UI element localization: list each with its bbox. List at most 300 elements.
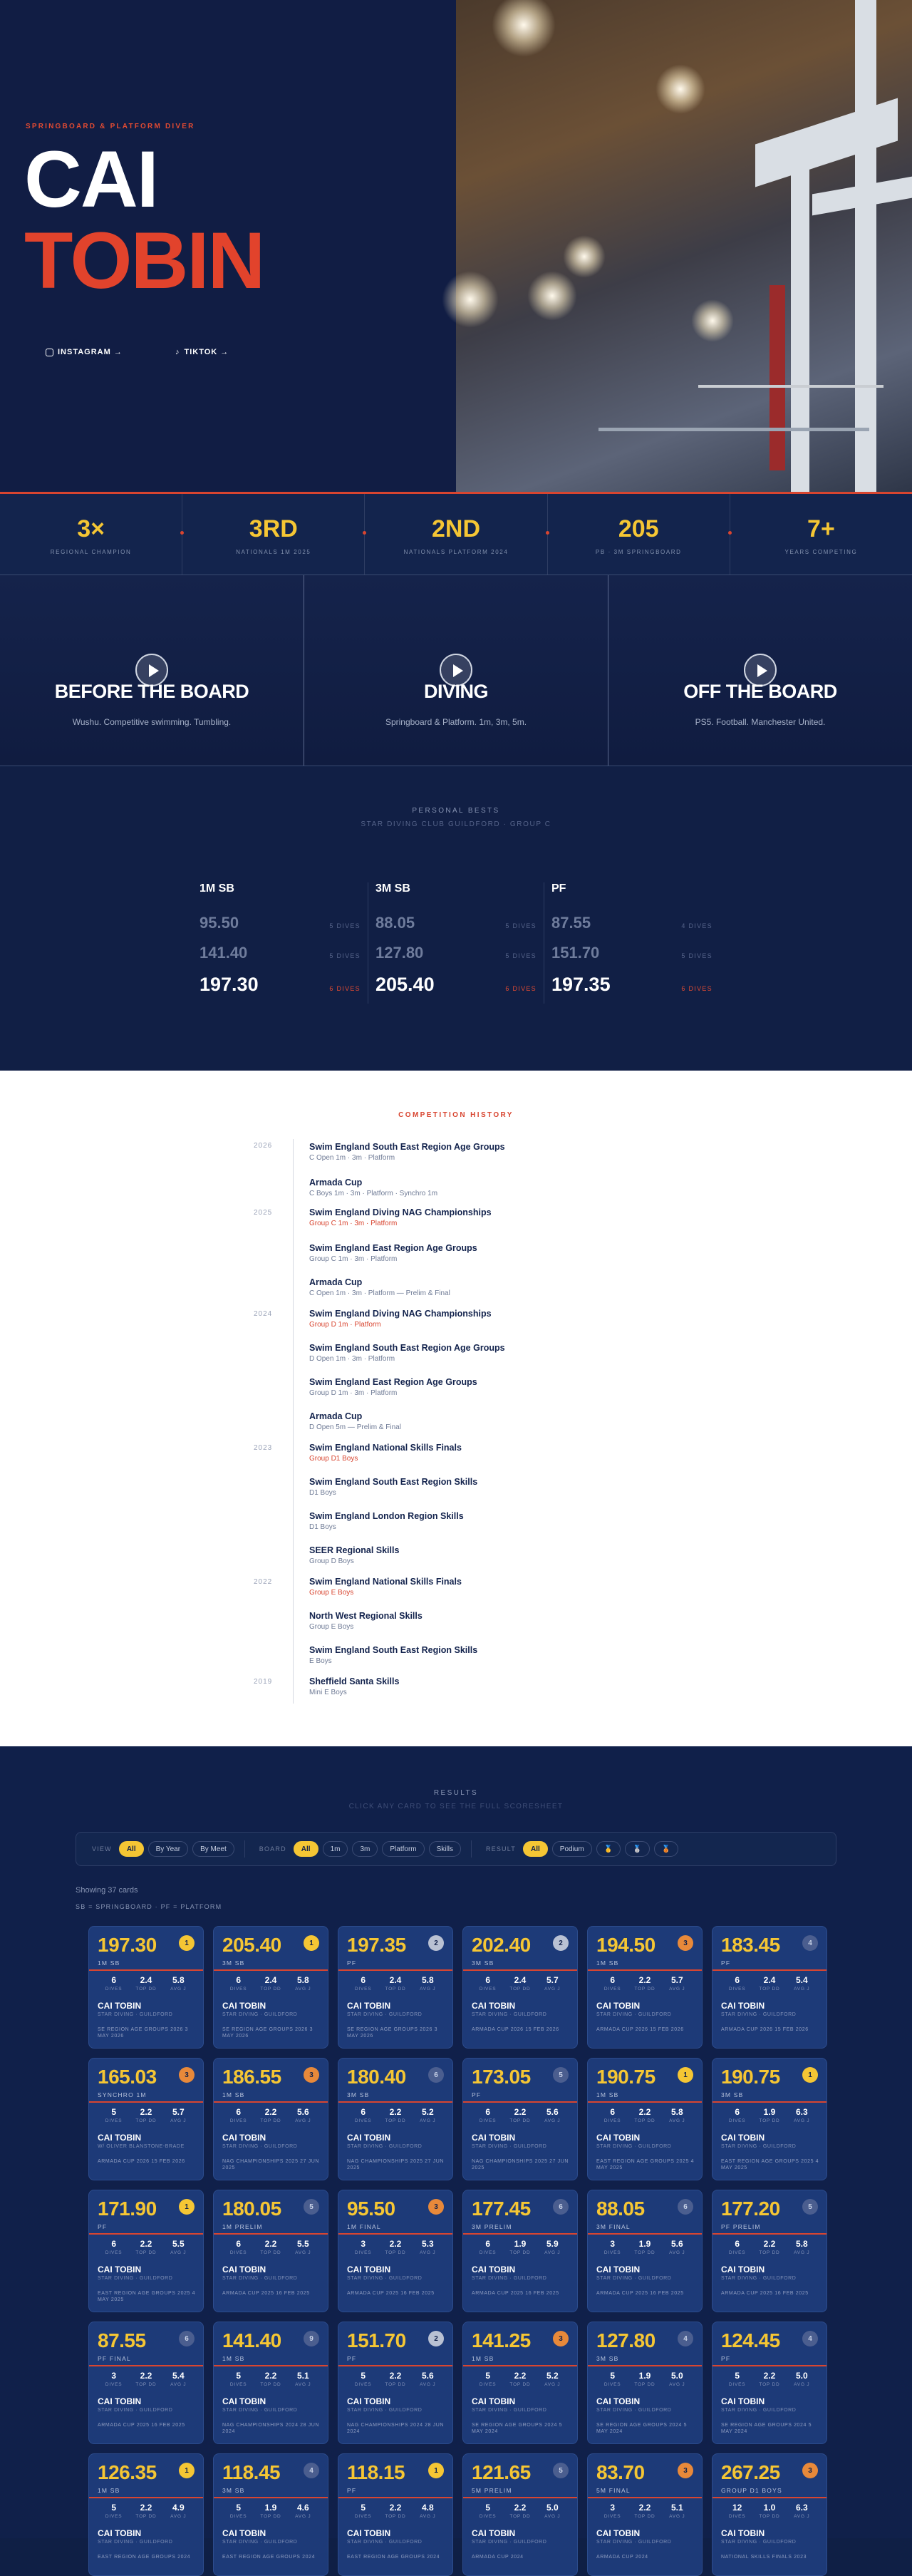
card-stats: 6 DIVES 2.2 TOP DD 5.2 AVG J (347, 2107, 444, 2123)
competition-name: Swim England East Region Age Groups (309, 1377, 477, 1387)
card-dives: 5 (236, 2371, 241, 2381)
card-event: 1M PRELIM (222, 2223, 263, 2230)
competition-name: Armada Cup (309, 1411, 363, 1421)
filter-view-by-meet[interactable]: By Meet (192, 1841, 234, 1857)
card-top-dd: 2.2 (514, 2371, 527, 2381)
card-event: 1M SB (222, 2091, 245, 2098)
card-avg: 6.3 (795, 2107, 808, 2117)
result-card[interactable] (88, 2058, 204, 2180)
card-club: STAR DIVING · GUILDFORD (472, 2012, 547, 2017)
personal-bests-section (0, 767, 912, 1071)
placing-badge: 1 (678, 2067, 693, 2083)
card-club: STAR DIVING · GUILDFORD (596, 2540, 672, 2545)
result-card[interactable] (213, 2190, 328, 2312)
placing-badge: 5 (304, 2199, 319, 2215)
placing-badge: 4 (678, 2331, 693, 2346)
card-stats: 5 DIVES 2.2 TOP DD 5.6 AVG J (347, 2371, 444, 2387)
filter-result-gold[interactable]: 🥇 (596, 1841, 621, 1857)
filter-result-all[interactable]: All (523, 1841, 548, 1857)
pb-dives: 6 DIVES (329, 985, 361, 992)
card-dives: 6 (735, 2107, 740, 2117)
competition-name: Armada Cup (309, 1277, 363, 1287)
result-card[interactable] (88, 2322, 204, 2444)
pb-score: 151.70 (551, 944, 600, 962)
results-grid (88, 1926, 829, 2576)
competition-detail: D Open 1m · 3m · Platform (309, 1355, 395, 1363)
card-meet: SE REGION AGE GROUPS 2026 3 MAY 2026 (222, 2027, 314, 2039)
card-stats: 5 DIVES 2.2 TOP DD 4.8 AVG J (347, 2503, 444, 2519)
competition-name: Swim England South East Region Age Groups (309, 1142, 505, 1152)
result-card[interactable] (338, 2058, 453, 2180)
card-avg: 5.7 (670, 1975, 683, 1985)
card-dives: 5 (361, 2503, 366, 2513)
stat-label: REGIONAL CHAMPION (50, 549, 132, 555)
card-dives: 6 (236, 2239, 241, 2249)
card-stats: 5 DIVES 1.9 TOP DD 4.6 AVG J (222, 2503, 319, 2519)
card-event: PF (347, 2355, 357, 2362)
competition-detail: C Open 1m · 3m · Platform — Prelim & Final (309, 1289, 450, 1297)
placing-badge: 3 (678, 2463, 693, 2478)
card-score: 197.30 (98, 1934, 157, 1956)
card-score: 118.15 (347, 2461, 405, 2483)
video-title: BEFORE THE BOARD (54, 681, 249, 702)
competition-detail: Group D 1m · Platform (309, 1321, 381, 1329)
tiktok-link[interactable] (175, 348, 229, 356)
stat-value: 7+ (807, 515, 835, 542)
card-event: PF (98, 2223, 108, 2230)
filter-board-3m[interactable]: 3m (352, 1841, 378, 1857)
results-subheading: CLICK ANY CARD TO SEE THE FULL SCORESHEET (348, 1803, 564, 1810)
card-avg: 5.6 (670, 2239, 683, 2249)
competition-name: Sheffield Santa Skills (309, 1676, 400, 1686)
video-card-before[interactable] (0, 575, 304, 766)
pb-score: 197.30 (200, 974, 259, 995)
card-athlete-name: CAI TOBIN (98, 2001, 142, 2011)
card-athlete-name: CAI TOBIN (98, 2265, 142, 2274)
placing-badge: 6 (678, 2199, 693, 2215)
card-dives: 5 (361, 2371, 366, 2381)
card-event: PF (721, 1959, 731, 1967)
card-stats: 12 DIVES 1.0 TOP DD 6.3 AVG J (721, 2503, 818, 2519)
card-top-dd: 2.2 (264, 2239, 277, 2249)
card-score: 180.40 (347, 2066, 406, 2088)
competition-item (309, 1377, 477, 1397)
competition-detail: C Open 1m · 3m · Platform (309, 1154, 395, 1162)
result-card[interactable] (587, 2322, 703, 2444)
card-stats: 6 DIVES 2.2 TOP DD 5.8 AVG J (596, 2107, 693, 2123)
card-event: 3M SB (721, 2091, 744, 2098)
card-avg: 5.3 (421, 2239, 434, 2249)
card-event: PF (347, 2487, 357, 2494)
card-top-dd: 2.2 (264, 2371, 277, 2381)
card-athlete-name: CAI TOBIN (596, 2396, 641, 2406)
card-event: PF (721, 2355, 731, 2362)
card-athlete-name: CAI TOBIN (721, 2001, 765, 2011)
card-event: 5M PRELIM (472, 2487, 512, 2494)
result-card[interactable] (462, 2058, 578, 2180)
video-subtitle: Wushu. Competitive swimming. Tumbling. (72, 717, 232, 727)
pb-event: PF (551, 882, 566, 895)
competition-item (309, 1277, 450, 1297)
card-event: 1M SB (98, 1959, 120, 1967)
card-dives: 6 (236, 1975, 241, 1985)
card-meet: SE REGION AGE GROUPS 2026 3 MAY 2026 (347, 2027, 438, 2039)
pb-score: 87.55 (551, 914, 591, 932)
competition-item (309, 1443, 462, 1463)
video-subtitle: PS5. Football. Manchester United. (695, 717, 826, 727)
card-stats: 5 DIVES 2.2 TOP DD 4.9 AVG J (98, 2503, 195, 2519)
card-avg: 6.3 (795, 2503, 808, 2513)
placing-badge: 5 (553, 2463, 569, 2478)
card-score: 177.20 (721, 2198, 780, 2220)
card-athlete-name: CAI TOBIN (721, 2133, 765, 2143)
card-score: 171.90 (98, 2198, 157, 2220)
card-top-dd: 2.2 (638, 1975, 651, 1985)
stat-label: NATIONALS 1M 2025 (236, 549, 311, 555)
card-dives: 5 (735, 2371, 740, 2381)
card-dives: 5 (485, 2371, 490, 2381)
card-top-dd: 2.2 (389, 2503, 402, 2513)
card-dives: 3 (610, 2239, 615, 2249)
card-avg: 5.2 (546, 2371, 559, 2381)
placing-badge: 6 (553, 2199, 569, 2215)
competition-detail: Group D Boys (309, 1557, 354, 1565)
card-club: W/ OLIVER BLANSTONE-BRADE (98, 2144, 185, 2149)
timeline-year: 2022 (254, 1578, 273, 1586)
stat-item (0, 494, 182, 575)
card-athlete-name: CAI TOBIN (347, 2265, 391, 2274)
card-score: 177.45 (472, 2198, 531, 2220)
card-dives: 3 (361, 2239, 366, 2249)
card-stats: 6 DIVES 2.2 TOP DD 5.6 AVG J (472, 2107, 569, 2123)
filter-board-all[interactable]: All (294, 1841, 318, 1857)
card-athlete-name: CAI TOBIN (472, 2265, 516, 2274)
timeline-year: 2025 (254, 1209, 273, 1217)
card-club: STAR DIVING · GUILDFORD (222, 2540, 298, 2545)
card-dives: 5 (111, 2503, 116, 2513)
competition-name: North West Regional Skills (309, 1611, 423, 1621)
result-card[interactable] (462, 2322, 578, 2444)
video-title: OFF THE BOARD (683, 681, 837, 702)
pb-row (200, 944, 361, 974)
card-athlete-name: CAI TOBIN (98, 2133, 142, 2143)
result-card[interactable] (213, 2322, 328, 2444)
card-club: STAR DIVING · GUILDFORD (596, 2276, 672, 2281)
card-athlete-name: CAI TOBIN (98, 2528, 142, 2538)
card-athlete-name: CAI TOBIN (98, 2396, 142, 2406)
pb-columns (192, 882, 720, 1004)
card-avg: 5.4 (172, 2371, 185, 2381)
pb-row (200, 974, 361, 1004)
card-top-dd: 2.2 (140, 2239, 152, 2249)
card-event: PF (472, 2091, 482, 2098)
pb-event: 3M SB (375, 882, 410, 895)
result-card[interactable] (213, 2453, 328, 2576)
filter-board-label: BOARD (259, 1845, 286, 1853)
card-score: 183.45 (721, 1934, 780, 1956)
card-score: 267.25 (721, 2461, 780, 2483)
result-card[interactable] (88, 1926, 204, 2049)
card-event: 3M FINAL (596, 2223, 631, 2230)
placing-badge: 5 (553, 2067, 569, 2083)
competition-item (309, 1511, 464, 1531)
card-avg: 5.2 (421, 2107, 434, 2117)
card-athlete-name: CAI TOBIN (222, 2133, 266, 2143)
competition-detail: Mini E Boys (309, 1689, 347, 1696)
card-stats: 3 DIVES 2.2 TOP DD 5.4 AVG J (98, 2371, 195, 2387)
card-meet: NAG CHAMPIONSHIPS 2024 28 JUN 2024 (347, 2423, 445, 2434)
card-stats: 6 DIVES 2.2 TOP DD 5.8 AVG J (721, 2239, 818, 2255)
card-avg: 5.8 (795, 2239, 808, 2249)
filter-result-podium[interactable]: Podium (552, 1841, 592, 1857)
pb-dives: 6 DIVES (681, 985, 712, 992)
card-dives: 6 (485, 1975, 490, 1985)
result-card[interactable] (338, 2453, 453, 2576)
card-score: 83.70 (596, 2461, 645, 2483)
card-athlete-name: CAI TOBIN (222, 2528, 266, 2538)
card-event: 1M SB (98, 2487, 120, 2494)
pb-dives: 5 DIVES (505, 922, 537, 929)
card-score: 88.05 (596, 2198, 645, 2220)
card-meet: ARMADA CUP 2024 (472, 2555, 524, 2560)
placing-badge: 2 (553, 1935, 569, 1951)
card-meet: ARMADA CUP 2025 16 FEB 2025 (98, 2423, 185, 2428)
placing-badge: 5 (802, 2199, 818, 2215)
card-score: 194.50 (596, 1934, 656, 1956)
card-event: 3M SB (222, 1959, 245, 1967)
pb-score: 141.40 (200, 944, 248, 962)
timeline-year: 2026 (254, 1142, 273, 1150)
placing-badge: 2 (428, 2331, 444, 2346)
card-avg: 5.9 (546, 2239, 559, 2249)
card-event: 3M SB (472, 1959, 494, 1967)
result-card[interactable] (88, 2453, 204, 2576)
result-card[interactable] (462, 2453, 578, 2576)
result-card[interactable] (338, 1926, 453, 2049)
competition-item (309, 1676, 399, 1696)
filter-board-skills[interactable]: Skills (429, 1841, 461, 1857)
card-stats: 3 DIVES 2.2 TOP DD 5.3 AVG J (347, 2239, 444, 2255)
card-top-dd: 1.9 (763, 2107, 776, 2117)
card-club: STAR DIVING · GUILDFORD (98, 2408, 173, 2413)
results-filter-bar (76, 1832, 836, 1866)
card-stats: 5 DIVES 1.9 TOP DD 5.0 AVG J (596, 2371, 693, 2387)
filter-view-all[interactable]: All (119, 1841, 144, 1857)
card-stats: 3 DIVES 1.9 TOP DD 5.6 AVG J (596, 2239, 693, 2255)
card-meet: ARMADA CUP 2026 15 FEB 2026 (472, 2027, 559, 2032)
card-athlete-name: CAI TOBIN (721, 2265, 765, 2274)
tiktok-label: TIKTOK → (184, 348, 229, 356)
card-top-dd: 1.9 (638, 2371, 651, 2381)
card-score: 190.75 (596, 2066, 656, 2088)
result-card[interactable] (213, 1926, 328, 2049)
card-meet: EAST REGION AGE GROUPS 2025 4 MAY 2025 (721, 2159, 819, 2170)
card-dives: 6 (485, 2239, 490, 2249)
timeline-line (293, 1139, 294, 1704)
card-stats: 6 DIVES 2.4 TOP DD 5.8 AVG J (222, 1975, 319, 1992)
competition-detail: D1 Boys (309, 1523, 336, 1531)
pb-row (551, 944, 712, 974)
card-stats: 5 DIVES 2.2 TOP DD 5.7 AVG J (98, 2107, 195, 2123)
card-stats: 6 DIVES 2.4 TOP DD 5.8 AVG J (347, 1975, 444, 1992)
video-card-off[interactable] (608, 575, 912, 766)
card-club: STAR DIVING · GUILDFORD (222, 2408, 298, 2413)
card-stats: 6 DIVES 2.2 TOP DD 5.5 AVG J (98, 2239, 195, 2255)
result-card[interactable] (587, 2453, 703, 2576)
card-top-dd: 1.0 (763, 2503, 776, 2513)
stat-item (182, 494, 365, 575)
timeline-year: 2024 (254, 1310, 273, 1318)
result-card[interactable] (712, 2453, 827, 2576)
hero-section (0, 0, 912, 492)
card-event: 1M FINAL (347, 2223, 381, 2230)
card-club: STAR DIVING · GUILDFORD (721, 2408, 797, 2413)
result-card[interactable] (88, 2190, 204, 2312)
placing-badge: 4 (802, 2331, 818, 2346)
card-athlete-name: CAI TOBIN (347, 2001, 391, 2011)
card-athlete-name: CAI TOBIN (222, 2001, 266, 2011)
stats-bar (0, 494, 912, 575)
card-club: STAR DIVING · GUILDFORD (98, 2540, 173, 2545)
competition-name: Swim England Diving NAG Championships (309, 1207, 492, 1217)
card-dives: 3 (111, 2371, 116, 2381)
video-title: DIVING (423, 681, 488, 702)
timeline-year: 2023 (254, 1444, 273, 1452)
card-score: 141.40 (222, 2329, 281, 2351)
card-score: 87.55 (98, 2329, 146, 2351)
card-top-dd: 2.2 (763, 2239, 776, 2249)
card-meet: NAG CHAMPIONSHIPS 2024 28 JUN 2024 (222, 2423, 320, 2434)
pb-row (375, 914, 537, 944)
competition-detail: C Boys 1m · 3m · Platform · Synchro 1m (309, 1190, 438, 1197)
hero-first-name: CAI (24, 135, 157, 224)
card-score: 173.05 (472, 2066, 531, 2088)
result-card[interactable] (462, 1926, 578, 2049)
card-event: 1M SB (222, 2355, 245, 2362)
placing-badge: 1 (428, 2463, 444, 2478)
pb-dives: 6 DIVES (505, 985, 537, 992)
card-top-dd: 2.2 (140, 2107, 152, 2117)
card-score: 151.70 (347, 2329, 406, 2351)
card-event: 3M PRELIM (472, 2223, 512, 2230)
placing-badge: 3 (304, 2067, 319, 2083)
result-card[interactable] (462, 2190, 578, 2312)
card-athlete-name: CAI TOBIN (347, 2528, 391, 2538)
card-top-dd: 2.2 (514, 2503, 527, 2513)
competition-detail: Group E Boys (309, 1623, 354, 1631)
competition-name: Swim England South East Region Age Groups (309, 1343, 505, 1353)
pb-event: 1M SB (200, 882, 234, 895)
card-event: 1M SB (472, 2355, 494, 2362)
card-top-dd: 1.9 (638, 2239, 651, 2249)
card-top-dd: 2.2 (638, 2503, 651, 2513)
card-club: STAR DIVING · GUILDFORD (472, 2540, 547, 2545)
video-card-diving[interactable] (304, 575, 608, 766)
card-dives: 12 (732, 2503, 742, 2513)
card-stats: 6 DIVES 2.4 TOP DD 5.4 AVG J (721, 1975, 818, 1992)
competition-detail: Group E Boys (309, 1589, 354, 1597)
result-card[interactable] (338, 2190, 453, 2312)
filter-result-bronze[interactable]: 🥉 (654, 1841, 678, 1857)
competition-item (309, 1411, 401, 1431)
hero-kicker: SPRINGBOARD & PLATFORM DIVER (26, 123, 195, 130)
competition-item (309, 1611, 423, 1631)
video-subtitle: Springboard & Platform. 1m, 3m, 5m. (385, 717, 527, 727)
competition-item (309, 1142, 505, 1162)
card-avg: 5.6 (546, 2107, 559, 2117)
placing-badge: 1 (802, 2067, 818, 2083)
filter-result-silver[interactable]: 🥈 (625, 1841, 649, 1857)
card-club: STAR DIVING · GUILDFORD (347, 2276, 423, 2281)
pb-heading: PERSONAL BESTS (412, 807, 500, 815)
card-athlete-name: CAI TOBIN (472, 2396, 516, 2406)
result-card[interactable] (712, 2190, 827, 2312)
instagram-icon (46, 349, 53, 356)
card-stats: 6 DIVES 2.4 TOP DD 5.7 AVG J (472, 1975, 569, 1992)
card-club: STAR DIVING · GUILDFORD (98, 2012, 173, 2017)
filter-view-by-year[interactable]: By Year (148, 1841, 188, 1857)
result-card[interactable] (712, 1926, 827, 2049)
card-avg: 5.8 (421, 1975, 434, 1985)
result-card[interactable] (587, 2058, 703, 2180)
card-score: 202.40 (472, 1934, 531, 1956)
placing-badge: 4 (304, 2463, 319, 2478)
results-count: Showing 37 cards (76, 1886, 138, 1895)
card-top-dd: 2.4 (264, 1975, 277, 1985)
result-card[interactable] (587, 2190, 703, 2312)
card-avg: 5.7 (172, 2107, 185, 2117)
card-meet: EAST REGION AGE GROUPS 2024 (222, 2555, 316, 2560)
card-score: 118.45 (222, 2461, 281, 2483)
card-avg: 5.4 (795, 1975, 808, 1985)
card-avg: 5.0 (670, 2371, 683, 2381)
filter-board-1m[interactable]: 1m (323, 1841, 348, 1857)
filter-view-label: VIEW (92, 1845, 112, 1853)
instagram-link[interactable] (46, 348, 123, 356)
card-dives: 6 (111, 2239, 116, 2249)
card-score: 186.55 (222, 2066, 281, 2088)
card-event: SYNCHRO 1M (98, 2091, 147, 2098)
result-card[interactable] (712, 2322, 827, 2444)
card-avg: 5.7 (546, 1975, 559, 1985)
card-event: 3M SB (596, 2355, 619, 2362)
result-card[interactable] (213, 2058, 328, 2180)
card-event: 1M SB (596, 1959, 619, 1967)
card-club: STAR DIVING · GUILDFORD (721, 2276, 797, 2281)
card-meet: NAG CHAMPIONSHIPS 2025 27 JUN 2025 (472, 2159, 569, 2170)
card-top-dd: 2.4 (140, 1975, 152, 1985)
competition-name: Swim England South East Region Skills (309, 1477, 478, 1487)
stat-value: 3× (77, 515, 105, 542)
competition-detail: Group D 1m · 3m · Platform (309, 1389, 398, 1397)
competition-item (309, 1577, 462, 1597)
timeline-year: 2019 (254, 1678, 273, 1686)
placing-badge: 3 (678, 1935, 693, 1951)
competition-history-section (0, 1071, 912, 1746)
competition-item (309, 1343, 505, 1363)
result-card[interactable] (338, 2322, 453, 2444)
card-score: 197.35 (347, 1934, 406, 1956)
card-dives: 6 (361, 1975, 366, 1985)
pb-dives: 4 DIVES (681, 922, 712, 929)
result-card[interactable] (587, 1926, 703, 2049)
card-top-dd: 2.2 (638, 2107, 651, 2117)
card-club: STAR DIVING · GUILDFORD (222, 2144, 298, 2149)
card-top-dd: 1.9 (514, 2239, 527, 2249)
result-card[interactable] (712, 2058, 827, 2180)
filter-board-platform[interactable]: Platform (382, 1841, 424, 1857)
card-score: 126.35 (98, 2461, 157, 2483)
